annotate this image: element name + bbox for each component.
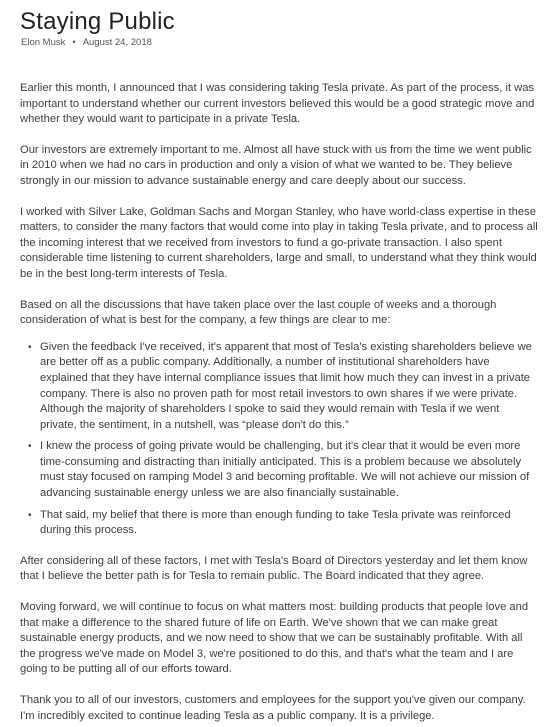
paragraph-7: Thank you to all of our investors, customers and employees for the support you've given our company. I'm incredibly excited to continue leading Tesla as a public company. It is a privilege. [20, 694, 526, 722]
bullet-marker: • [28, 509, 32, 521]
paragraph-3: I worked with Silver Lake, Goldman Sachs and Morgan Stanley, who have world-class expertise in these matters, to consider the many factors that would come into play in taking Tesla private, and to process all the incoming interest that we received from investors to fund a go-private transaction. I also spent considerable time listening to current shareholders, large and small, to understand what they think would be in the best long-term interests of Tesla. [20, 205, 538, 280]
list-item [28, 340, 539, 434]
bullet-text-2: I knew the process of going private would be challenging, but it's clear that it would be even more time-consuming and distracting than initially anticipated. This is a problem because we absolutely must stay focused on ramping Model 3 and becoming profitable. We will not achieve our mission of advancing sustainable energy unless we are also financially sustainable. [40, 440, 530, 500]
bullet-marker: • [28, 341, 32, 353]
paragraph-2: Our investors are extremely important to me. Almost all have stuck with us from the time we went public in 2010 when we had no cars in production and only a vision of what we wanted to be. They believe strongly in our mission to advance sustainable energy and care deeply about our success. [20, 143, 532, 187]
publish-date: August 24, 2018 [82, 37, 152, 48]
paragraph-4: Based on all the discussions that have taken place over the last couple of weeks and a thorough consideration of what is best for the company, a few things are clear to me: [20, 298, 497, 327]
list-item [28, 439, 539, 501]
list-item [28, 508, 539, 539]
bullet-text-1: Given the feedback I've received, it's apparent that most of Tesla's existing shareholders believe we are better off as a public company. Additionally, a number of institutional shareholders have explained that they have internal compliance issues that limit how much they can invest in a private company. There is also no proven path for most retail investors to own shares if we were private. Although the majority of shareholders I spoke to said they would remain with Tesla if we went private, the sentiment, in a nutshell, was “please don't do this.” [40, 340, 532, 431]
article-title: Staying Public [20, 8, 175, 35]
article-byline [21, 37, 539, 49]
paragraph-6: Moving forward, we will continue to focus on what matters most: building products that people love and that make a difference to the shared future of life on Earth. We've shown that we can make great sustainable energy products, and we now need to show that we can be sustainably profitable. With all the progress we've made on Model 3, we're positioned to do this, and that's what the team and I are going to be putting all of our efforts toward. [20, 601, 529, 676]
bullet-marker: • [28, 441, 32, 453]
bullet-list [20, 340, 539, 539]
article-body [20, 81, 539, 724]
bullet-text-3: That said, my belief that there is more than enough funding to take Tesla private was reinforced during this process. [40, 508, 511, 537]
author-name: Elon Musk [21, 37, 66, 48]
paragraph-1: Earlier this month, I announced that I was considering taking Tesla private. As part of the process, it was important to understand whether our current investors believed this would be a good strategic move and whether they would want to participate in a private Tesla. [20, 82, 535, 126]
paragraph-5: After considering all of these factors, I met with Tesla's Board of Directors yesterday and let them know that I believe the better path is for Tesla to remain public. The Board indicated that they agree. [20, 554, 528, 583]
byline-separator: • [72, 37, 76, 48]
